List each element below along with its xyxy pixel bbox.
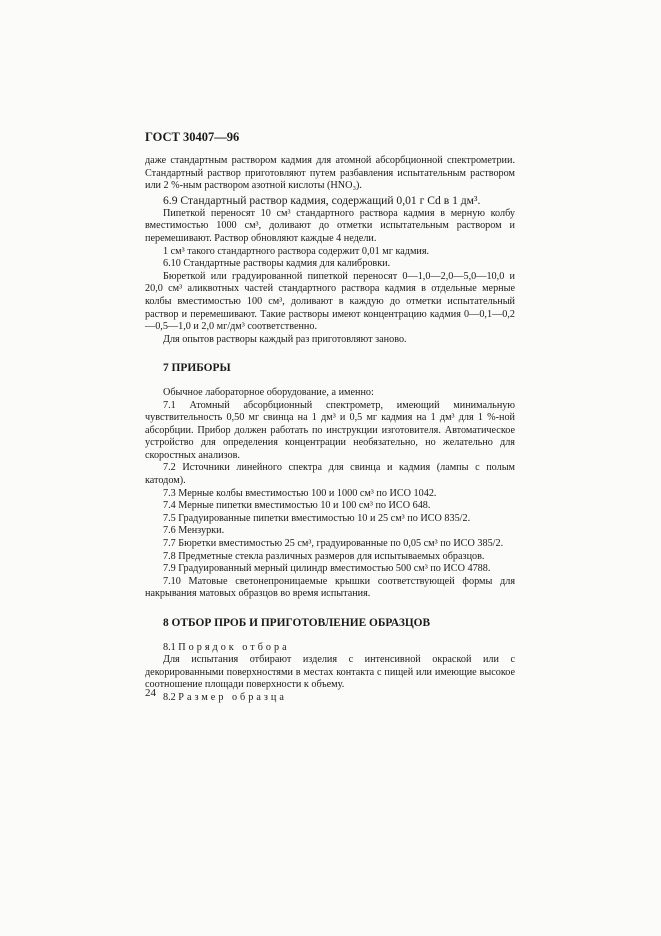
clause-6-9: 6.9 Стандартный раствор кадмия, содержащий 0,01 г Cd в 1 дм³. bbox=[163, 193, 481, 207]
page-number: 24 bbox=[145, 687, 156, 699]
paragraph: Для опытов растворы каждый раз приготовляют заново. bbox=[163, 333, 407, 345]
clause-7-4: 7.4 Мерные пипетки вместимостью 10 и 100 см³ по ИСО 648. bbox=[163, 500, 431, 512]
clause-number: 8.2 bbox=[163, 691, 179, 703]
document-body bbox=[145, 155, 515, 705]
clause-title: Порядок отбора bbox=[178, 641, 290, 653]
clause-8-1 bbox=[145, 642, 515, 655]
clause-7-10: 7.10 Матовые светонепроницаемые крышки соответствующей формы для накрывания матовых образцов во время испытания. bbox=[145, 575, 515, 600]
clause-7-7: 7.7 Бюретки вместимостью 25 см³, градуированные по 0,05 см³ по ИСО 385/2. bbox=[163, 538, 504, 550]
section-8-heading: 8 ОТБОР ПРОБ И ПРИГОТОВЛЕНИЕ ОБРАЗЦОВ bbox=[163, 617, 431, 629]
clause-title: Размер образца bbox=[178, 691, 287, 703]
clause-6-10: 6.10 Стандартные растворы кадмия для калибровки. bbox=[163, 258, 391, 270]
paragraph: Для испытания отбирают изделия с интенсивной окраской или с декорированными поверхностями в местах контакта с пищей или имеющие высокое соотношение площади поверхности к объему. bbox=[145, 654, 515, 691]
clause-7-1: 7.1 Атомный абсорбционный спектрометр, имеющий минимальную чувствительность 0,50 мг свинца на 1 дм³ и 0,5 мг кадмия на 1 дм³ для 1 %-ной абсорбции. Прибор должен работать по инструкции изготовителя. Автоматическое устройство для определения концентрации необязательно, но желательно для скоростных анализов. bbox=[145, 399, 515, 461]
paragraph: 1 см³ такого стандартного раствора содержит 0,01 мг кадмия. bbox=[163, 245, 430, 257]
clause-8-2 bbox=[145, 692, 515, 705]
paragraph: Обычное лабораторное оборудование, а именно: bbox=[163, 386, 374, 398]
clause-7-6: 7.6 Мензурки. bbox=[163, 525, 225, 537]
clause-7-5: 7.5 Градуированные пипетки вместимостью 10 и 25 см³ по ИСО 835/2. bbox=[163, 512, 471, 524]
clause-7-8: 7.8 Предметные стекла различных размеров для испытываемых образцов. bbox=[163, 550, 485, 562]
clause-7-3: 7.3 Мерные колбы вместимостью 100 и 1000 см³ по ИСО 1042. bbox=[163, 487, 437, 499]
section-7-heading: 7 ПРИБОРЫ bbox=[163, 362, 231, 375]
document-header: ГОСТ 30407—96 bbox=[145, 130, 240, 144]
paragraph: даже стандартным раствором кадмия для атомной абсорбционной спектрометрии. Стандартный раствор приготовляют путем разбавления испытательным раствором или 2 %-ным раствором азотной кислоты (HNO₃). bbox=[145, 155, 515, 192]
clause-7-2: 7.2 Источники линейного спектра для свинца и кадмия (лампы с полым катодом). bbox=[145, 462, 515, 487]
clause-number: 8.1 bbox=[163, 641, 179, 653]
paragraph: Пипеткой переносят 10 см³ стандартного раствора кадмия в мерную колбу вместимостью 1000 см³, доливают до отметки испытательным раствором и перемешивают. Раствор обновляют каждые 4 недели. bbox=[145, 207, 515, 244]
paragraph: Бюреткой или градуированной пипеткой переносят 0—1,0—2,0—5,0—10,0 и 20,0 см³ аликвотных частей стандартного раствора кадмия в отдельные мерные колбы вместимостью 100 см³, доливают в каждую до отметки испытательный раствор и перемешивают. Такие растворы имеют концентрацию кадмия 0—0,1—0,2—0,5—1,0 и 2,0 мг/дм³ соответственно. bbox=[145, 270, 515, 333]
clause-7-9: 7.9 Градуированный мерный цилиндр вместимостью 500 см³ по ИСО 4788. bbox=[163, 563, 491, 575]
